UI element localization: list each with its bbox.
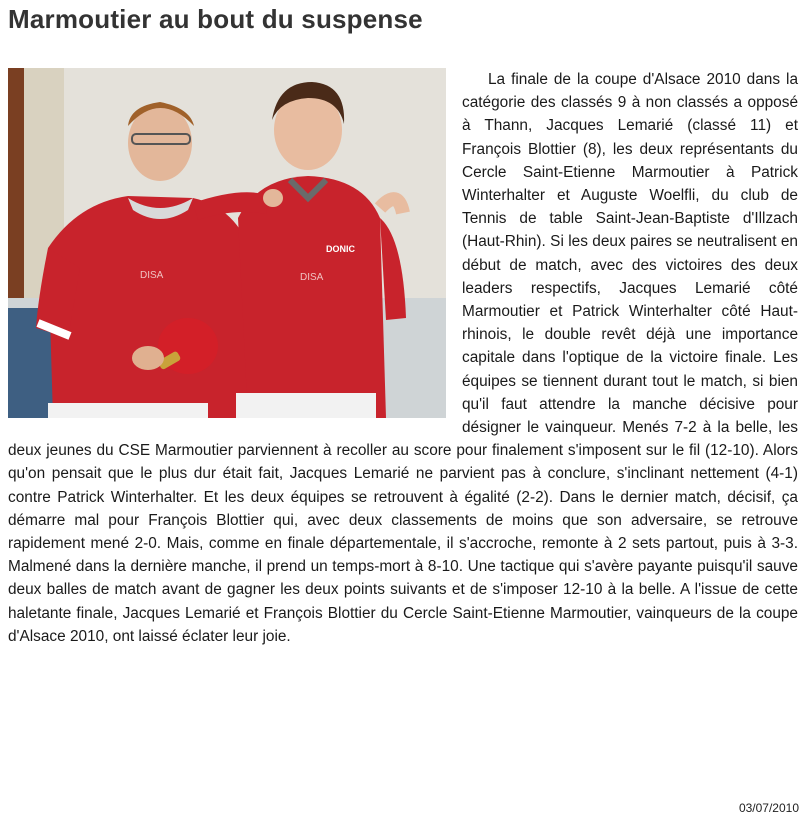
article-photo bbox=[8, 68, 446, 418]
right-jersey-brand: DONIC bbox=[326, 244, 355, 254]
article-body-container bbox=[8, 68, 798, 648]
article-title: Marmoutier au bout du suspense bbox=[8, 4, 423, 34]
publication-date: 03/07/2010 bbox=[738, 801, 799, 815]
photo-illustration bbox=[8, 68, 446, 418]
left-jersey-logo: DISA bbox=[140, 270, 164, 281]
article-body: La finale de la coupe d'Alsace 2010 dans la catégorie des classés 9 à non classés a opposé à Thann, Jacques Lemarié (classé 11) et François Blottier (8), les deux représentants du Cercle Saint-Etienne Marmoutier à Patrick Winterhalter et Auguste Woelfli, du club de Tennis de table Saint-Jean-Baptiste d'Illzach (Haut-Rhin). Si les deux paires se neutralisent en début de match, avec des victoires des deux leaders respectifs, Jacques Lemarié côté Marmoutier et Patrick Winterhalter côté Haut-rhinois, le double revêt déjà une importance capitale dans l'optique de la victoire finale. Les équipes se tiennent durant tout le match, si bien qu'il faut attendre la manche décisive pour désigner le vainqueur. Menés 7-2 à la belle, les deux jeunes du CSE Marmoutier parviennent à recoller au score pour finalement s'imposent sur le fil (12-10). Alors qu'on pensait que le plus dur était fait, Jacques Lemarié ne parvient pas à conclure, s'inclinant nettement (4-1) contre Patrick Winterhalter. Et les deux équipes se retrouvent à égalité (2-2). Dans le dernier match, décisif, ça démarre mal pour François Blottier qui, avec deux classements de moins que son adversaire, se retrouve rapidement mené 2-0. Mais, comme en finale départementale, il s'accroche, remonte à 2 sets partout, puis à 3-3. Malmené dans la dernière manche, il prend un temps-mort à 8-10. Une tactique qui s'avère payante puisqu'il sauve deux balles de match avant de gagner les deux points suivants et de s'imposer 12-10 à la belle. A l'issue de cette haletante finale, Jacques Lemarié et François Blottier du Cercle Saint-Etienne Marmoutier, vainqueurs de la coupe d'Alsace 2010, ont laissé éclater leur joie. bbox=[8, 71, 798, 645]
right-jersey-logo: DISA bbox=[300, 272, 324, 283]
